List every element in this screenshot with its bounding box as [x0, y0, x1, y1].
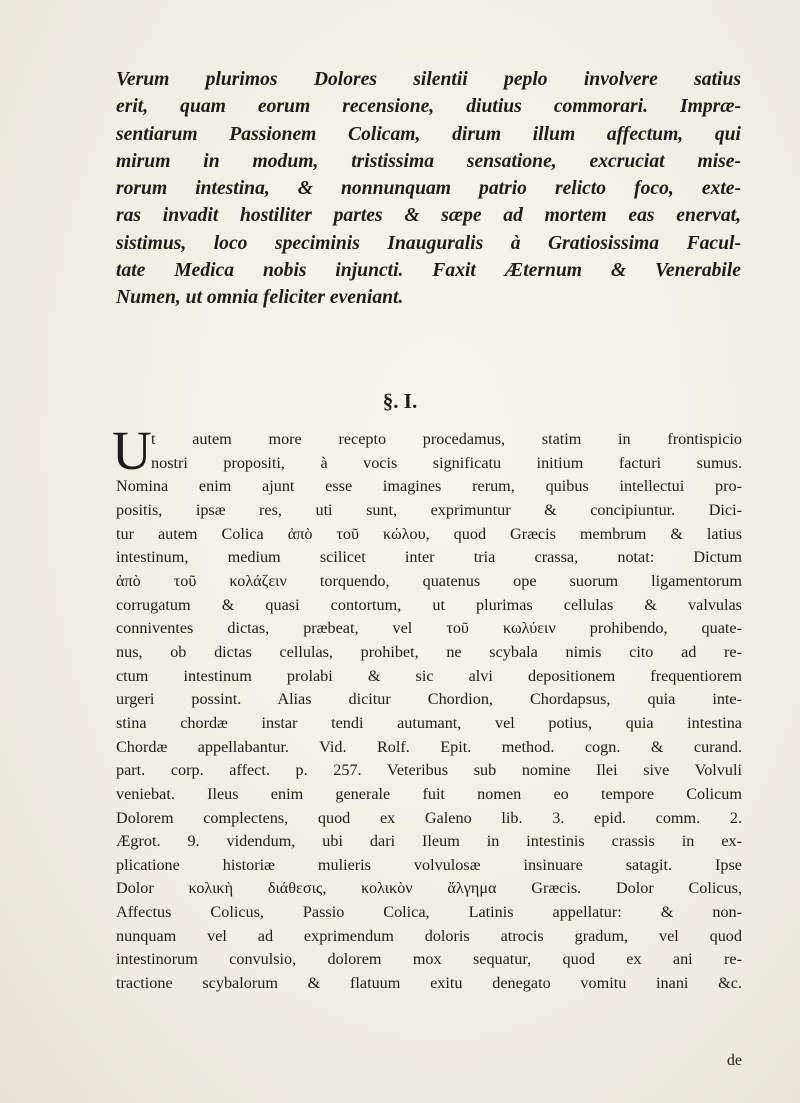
body-line: part. corp. affect. p. 257. Veteribus sub nomine Ilei sive Volvuli: [116, 761, 742, 780]
body-line: ctum intestinum prolabi & sic alvi depositionem frequentiorem: [116, 666, 742, 685]
body-line: intestinorum convulsio, dolorem mox sequatur, quod ex ani re-: [116, 950, 742, 969]
body-line: Nomina enim ajunt esse imagines rerum, quibus intellectui pro-: [116, 477, 742, 496]
body-line: nus, ob dictas cellulas, prohibet, ne scybala nimis cito ad re-: [116, 642, 742, 661]
intro-line: mirum in modum, tristissima sensatione, excruciat mise-: [116, 150, 741, 172]
intro-line: ras invadit hostiliter partes & sæpe ad mortem eas enervat,: [116, 205, 741, 227]
body-line: Affectus Colicus, Passio Colica, Latinis appellatur: & non-: [116, 903, 742, 922]
body-line: ἀπὸ τοῦ κολάζειν torquendo, quatenus ope suorum ligamentorum: [116, 571, 742, 590]
intro-line: Verum plurimos Dolores silentii peplo involvere satius: [116, 69, 741, 90]
body-line: stina chordæ instar tendi autumant, vel potius, quia intestina: [116, 713, 742, 732]
intro-line: rorum intestina, & nonnunquam patrio relicto foco, exte-: [116, 178, 741, 200]
body-line: t autem more recepto procedamus, statim in frontispicio: [151, 430, 742, 448]
body-line: nostri propositi, à vocis significatu initium facturi sumus.: [151, 453, 742, 472]
section-heading: §. I.: [382, 389, 418, 413]
intro-line: erit, quam eorum recensione, diutius commorari. Impræ-: [116, 96, 741, 118]
intro-line: Numen, ut omnia feliciter eveniant.: [116, 287, 404, 309]
body-line: conniventes dictas, præbeat, vel τοῦ κωλύειν prohibendo, quate-: [116, 619, 742, 638]
body-line: Dolor κολικὴ διάθεσις, κολικὸν ἄλγημα Græcis. Dolor Colicus,: [116, 879, 742, 898]
intro-line: sistimus, loco speciminis Inauguralis à Gratiosissima Facul-: [116, 232, 741, 254]
body-line: nunquam vel ad exprimendum doloris atrocis gradum, vel quod: [116, 926, 742, 945]
body-line: corrugatum & quasi contortum, ut plurimas cellulas & valvulas: [116, 595, 742, 614]
body-line: urgeri possint. Alias dicitur Chordion, Chordapsus, quia inte-: [116, 690, 742, 709]
catchword: de: [726, 1052, 742, 1069]
body-paragraph: [116, 428, 742, 996]
body-line: plicatione historiæ mulieris volvulosæ insinuare satagit. Ipse: [116, 855, 742, 874]
body-line: veniebat. Ileus enim generale fuit nomen eo tempore Colicum: [116, 784, 742, 803]
intro-line: tate Medica nobis injuncti. Faxit Æternum & Venerabile: [116, 260, 741, 282]
body-line: tractione scybalorum & flatuum exitu denegato vomitu inani &c.: [116, 974, 742, 993]
body-line: Dolorem complectens, quod ex Galeno lib. 3. epid. comm. 2.: [116, 808, 742, 827]
intro-line: sentiarum Passionem Colicam, dirum illum affectum, qui: [116, 123, 741, 145]
drop-cap: U: [112, 420, 152, 481]
body-line: Ægrot. 9. videndum, ubi dari Ileum in intestinis crassis in ex-: [116, 832, 742, 851]
intro-paragraph: [116, 66, 741, 312]
body-line: Chordæ appellabantur. Vid. Rolf. Epit. method. cogn. & curand.: [116, 737, 742, 756]
body-line: positis, ipsæ res, uti sunt, exprimuntur & concipiuntur. Dici-: [116, 500, 742, 519]
body-line: tur autem Colica ἀπὸ τοῦ κώλου, quod Græcis membrum & latius: [116, 524, 742, 543]
body-line: intestinum, medium scilicet inter tria crassa, notat: Dictum: [116, 548, 742, 567]
